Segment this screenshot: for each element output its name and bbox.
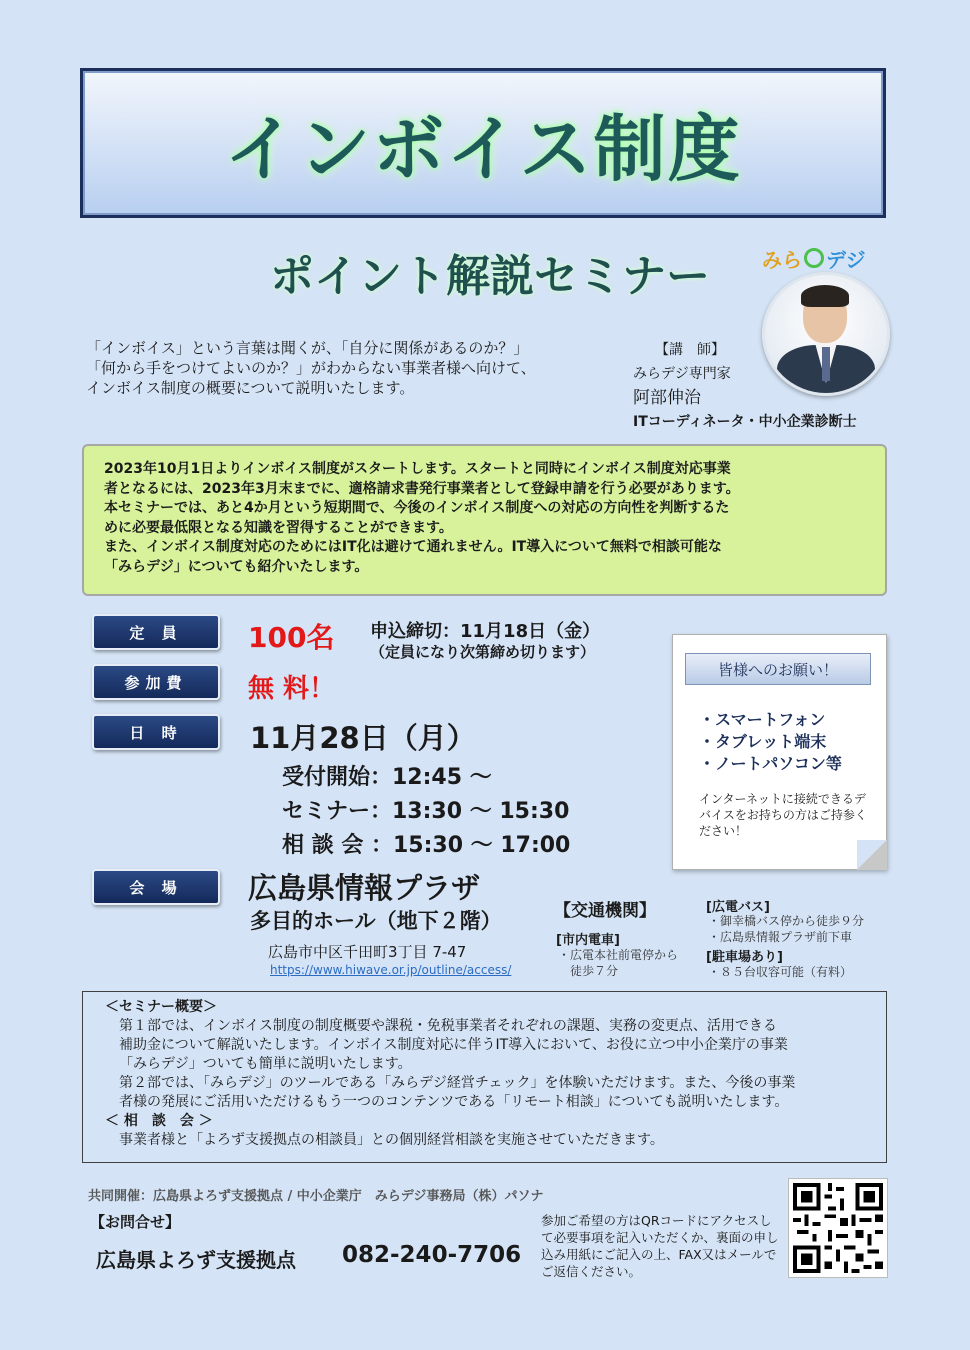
logo-text-a: みら <box>762 247 802 272</box>
organizers: 共同開催：広島県よろず支援拠点 / 中小企業庁 みらデジ事務局（株）パソナ <box>88 1189 544 1204</box>
logo-text-b: デジ <box>826 247 866 272</box>
overview-line: 者様の発展にご活用いただけるもう一つのコンテンツである「リモート相談」についても説明いたします。 <box>119 1094 789 1110</box>
lecturer-info <box>633 340 893 432</box>
schedule-line: 受付開始：12:45 ～ <box>282 765 492 790</box>
page-curl-icon <box>857 840 887 870</box>
summary-line: 者となるには、2023年3月末までに、適格請求書発行事業者として登録申請を行う必要があります。 <box>104 480 740 497</box>
notice-item: ・スマートフォン <box>699 710 826 729</box>
notice-note: インターネットに接続できるデバイスをお持ちの方はご持参ください！ <box>699 792 867 838</box>
tram-info <box>558 947 678 979</box>
overview-line: 第２部では、「みらデジ」のツールである「みらデジ経営チェック」を体験いただけます。また、今後の事業 <box>119 1075 796 1091</box>
venue-hall: 多目的ホール（地下２階） <box>250 909 502 933</box>
notice-item: ・ノートパソコン等 <box>699 754 842 773</box>
venue-label: 会 場 <box>92 869 220 905</box>
bus-info <box>708 913 864 945</box>
intro-text <box>86 338 646 398</box>
overview-line: 第１部では、インボイス制度の制度概要や課税・免税事業者それぞれの課題、実務の変更点、活用できる <box>119 1018 777 1034</box>
schedule-line: セミナー：13:30 ～ 15:30 <box>282 799 570 824</box>
lecturer-role: ITコーディネータ・中小企業診断士 <box>633 414 857 430</box>
qr-code-icon[interactable] <box>788 1178 888 1278</box>
page-title: インボイス制度 <box>224 107 742 191</box>
lecturer-name: 阿部伸治 <box>633 388 701 408</box>
notice-list <box>699 709 842 775</box>
consultation-heading: ＜ 相 談 会 ＞ <box>105 1113 213 1129</box>
summary-line: 本セミナーでは、あと4か月という短期間で、今後のインボイス制度への対応の方向性を判断するた <box>104 500 730 516</box>
date-label: 日 時 <box>92 714 220 750</box>
capacity-label: 定 員 <box>92 614 220 650</box>
summary-line: また、インボイス制度対応のためにはIT化は避けて通れません。IT導入について無料で相談可能な <box>104 539 722 555</box>
consultation-line: 事業者様と「よろず支援拠点の相談員」との個別経営相談を実施させていただきます。 <box>119 1132 664 1148</box>
parking-heading: [駐車場あり] <box>706 950 783 965</box>
tram-heading: [市内電車] <box>556 933 620 948</box>
venue-name: 広島県情報プラザ <box>248 871 481 905</box>
contact-label: 【お問合せ】 <box>90 1213 181 1231</box>
contact-tel: 082-240-7706 <box>342 1242 522 1268</box>
schedule-line: 相 談 会 ：15:30 ～ 17:00 <box>282 833 571 858</box>
venue-address: 広島市中区千田町3丁目 7-47 <box>268 943 467 961</box>
venue-url-link[interactable]: https://www.hiwave.or.jp/outline/access/ <box>270 963 512 977</box>
notice-card <box>672 634 887 870</box>
schedule <box>282 761 570 863</box>
lecturer-heading: 【講 師】 <box>655 342 725 358</box>
notice-title: 皆様へのお願い！ <box>685 653 871 685</box>
overview-line: 「みらデジ」ついても簡単に説明いたします。 <box>119 1056 412 1072</box>
overview-line: 補助金について解説いたします。インボイス制度対応に伴うIT導入において、お役に立つ中小企業庁の事業 <box>119 1037 788 1053</box>
capacity-value: 100名 <box>248 621 335 654</box>
intro-line: インボイス制度の概要について説明いたします。 <box>86 379 415 397</box>
bus-line: ・御幸橋バス停から徒歩９分 <box>708 914 865 928</box>
overview-box <box>82 991 887 1163</box>
summary-line: 2023年10月1日よりインボイス制度がスタートします。スタートと同時にインボイス制度対応事業 <box>104 461 731 477</box>
overview-heading: ＜セミナー概要＞ <box>105 999 217 1015</box>
title-banner <box>80 68 886 218</box>
deadline-note: （定員になり次第締め切ります） <box>370 643 596 661</box>
intro-line: 「インボイス」という言葉は聞くが、「自分に関係があるのか？」 <box>86 339 529 357</box>
contact-name: 広島県よろず支援拠点 <box>96 1248 296 1272</box>
deadline: 申込締切：11月18日（金） <box>370 621 601 642</box>
bus-heading: [広電バス] <box>706 900 770 915</box>
notice-item: ・タブレット端末 <box>699 732 827 751</box>
transport-heading: 【交通機関】 <box>554 901 656 921</box>
tram-line: 徒歩７分 <box>558 964 619 978</box>
bus-line: ・広島県情報プラザ前下車 <box>708 930 853 944</box>
summary-line: めに必要最低限となる知識を習得することができます。 <box>104 519 453 536</box>
page-subtitle: ポイント解説セミナー <box>270 251 710 302</box>
tram-line: ・広電本社前電停から <box>558 948 679 962</box>
fee-label: 参加費 <box>92 664 220 700</box>
fee-value: 無 料！ <box>248 674 336 704</box>
miradeji-logo <box>762 240 882 276</box>
summary-box <box>82 444 887 596</box>
logo-swirl-icon <box>804 248 824 268</box>
intro-line: 「何から手をつけてよいのか？」がわからない事業者様へ向けて、 <box>86 359 536 377</box>
parking-line: ・８５台収容可能（有料） <box>708 965 853 979</box>
apply-note: 参加ご希望の方はQRコードにアクセスして必要事項を記入いただくか、裏面の申し込み用紙にご記入の上、FAX又はメールでご返信ください。 <box>541 1213 779 1279</box>
date-value: 11月28日（月） <box>250 721 476 755</box>
summary-line: 「みらデジ」についても紹介いたします。 <box>104 558 369 575</box>
lecturer-org: みらデジ専門家 <box>633 366 731 382</box>
